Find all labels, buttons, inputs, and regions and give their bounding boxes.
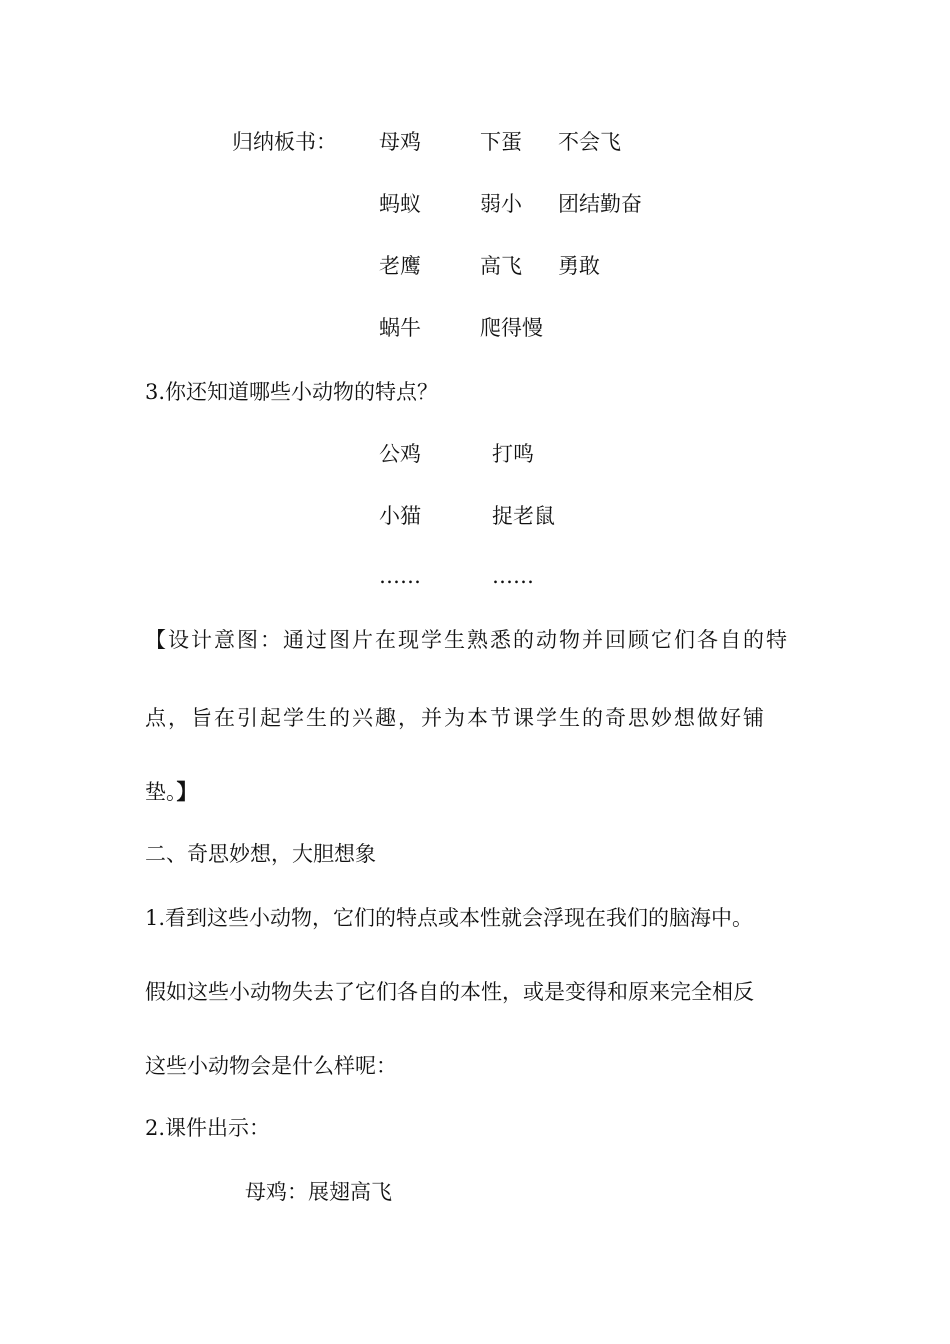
design-intent-line-1: 【设计意图：通过图片在现学生熟悉的动物并回顾它们各自的特	[145, 628, 789, 652]
design-intent-line-3-text: 垫。	[145, 780, 177, 804]
board-row-1-trait2: 不会飞	[558, 130, 621, 154]
section-2-para-line-1: 1.看到这些小动物，它们的特点或本性就会浮现在我们的脑海中。	[145, 906, 754, 930]
board-row-3-trait2: 勇敢	[558, 254, 600, 278]
q3-row-2-animal: 小猫	[379, 504, 421, 528]
board-row-3-animal: 老鹰	[379, 254, 421, 278]
board-row-4-animal: 蜗牛	[379, 316, 421, 340]
section-2-heading: 二、奇思妙想，大胆想象	[145, 842, 376, 866]
section-2-para-line-3: 这些小动物会是什么样呢：	[145, 1054, 397, 1078]
board-summary-label: 归纳板书：	[232, 130, 337, 154]
section-2-item-2: 2.课件出示：	[145, 1116, 271, 1140]
design-intent-line-3	[145, 778, 198, 806]
board-row-2-trait1: 弱小	[480, 192, 522, 216]
q3-row-1-animal: 公鸡	[379, 442, 421, 466]
q3-row-3-trait: ……	[492, 564, 534, 588]
board-row-1-animal: 母鸡	[379, 130, 421, 154]
board-row-4-trait1: 爬得慢	[480, 316, 543, 340]
board-row-2-trait2: 团结勤奋	[558, 192, 642, 216]
q3-row-1-trait: 打鸣	[492, 442, 534, 466]
section-2-para-line-2: 假如这些小动物失去了它们各自的本性，或是变得和原来完全相反	[145, 980, 754, 1004]
board-row-3-trait1: 高飞	[480, 254, 522, 278]
board-row-2-animal: 蚂蚁	[379, 192, 421, 216]
question-3: 3.你还知道哪些小动物的特点？	[145, 380, 439, 404]
board-row-1-trait1: 下蛋	[480, 130, 522, 154]
section-2-example: 母鸡：展翅高飞	[245, 1180, 392, 1204]
design-intent-close-bracket: 】	[176, 779, 198, 804]
design-intent-line-2: 点，旨在引起学生的兴趣，并为本节课学生的奇思妙想做好铺	[145, 706, 766, 730]
q3-row-3-animal: ……	[379, 564, 421, 588]
q3-row-2-trait: 捉老鼠	[492, 504, 555, 528]
